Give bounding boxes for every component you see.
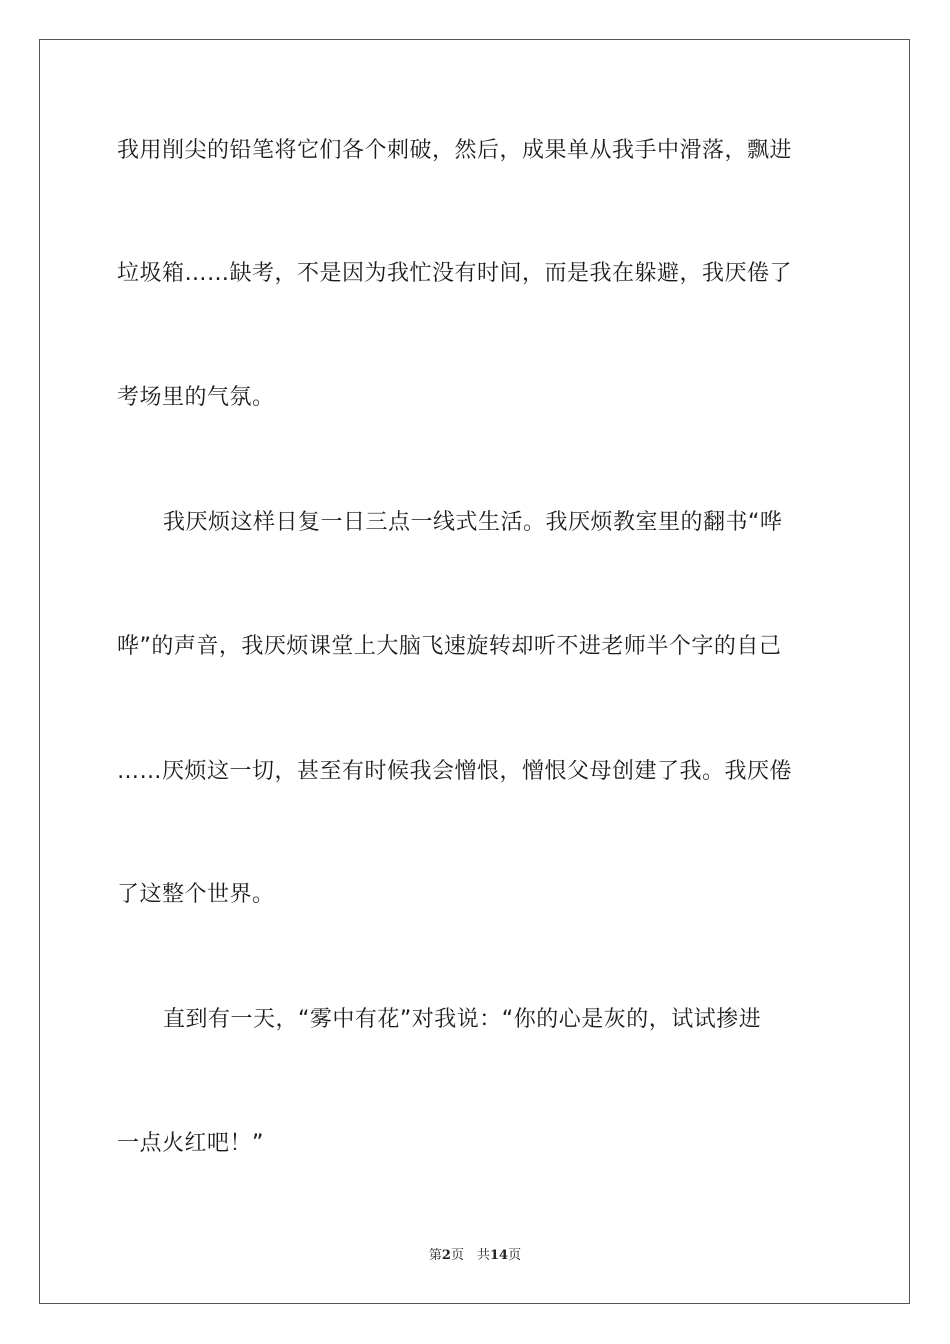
paragraph-line: 哗”的声音，我厌烦课堂上大脑飞速旋转却听不进老师半个字的自己 [117, 634, 782, 659]
paragraph-line: 考场里的气氛。 [117, 385, 275, 410]
paragraph-line: 一点火红吧！” [117, 1131, 264, 1156]
footer-prefix: 第 [428, 1248, 442, 1263]
page-border [39, 39, 910, 1304]
paragraph-line: 了这整个世界。 [117, 882, 275, 907]
total-pages-number: 14 [489, 1248, 509, 1263]
paragraph-line: 直到有一天，“雾中有花”对我说：“你的心是灰的，试试掺进 [163, 1007, 762, 1032]
footer-mid: 页 共 [450, 1248, 490, 1263]
paragraph-line: 我厌烦这样日复一日三点一线式生活。我厌烦教室里的翻书“哗 [163, 510, 783, 535]
paragraph-line: 我用削尖的铅笔将它们各个刺破，然后，成果单从我手中滑落，飘进 [117, 138, 793, 163]
page-footer [0, 1247, 950, 1265]
paragraph-line: ……厌烦这一切，甚至有时候我会憎恨，憎恨父母创建了我。我厌倦 [117, 759, 793, 784]
current-page-number: 2 [441, 1248, 451, 1263]
footer-suffix: 页 [508, 1248, 522, 1263]
paragraph-line: 垃圾箱……缺考，不是因为我忙没有时间，而是我在躲避，我厌倦了 [117, 261, 793, 286]
